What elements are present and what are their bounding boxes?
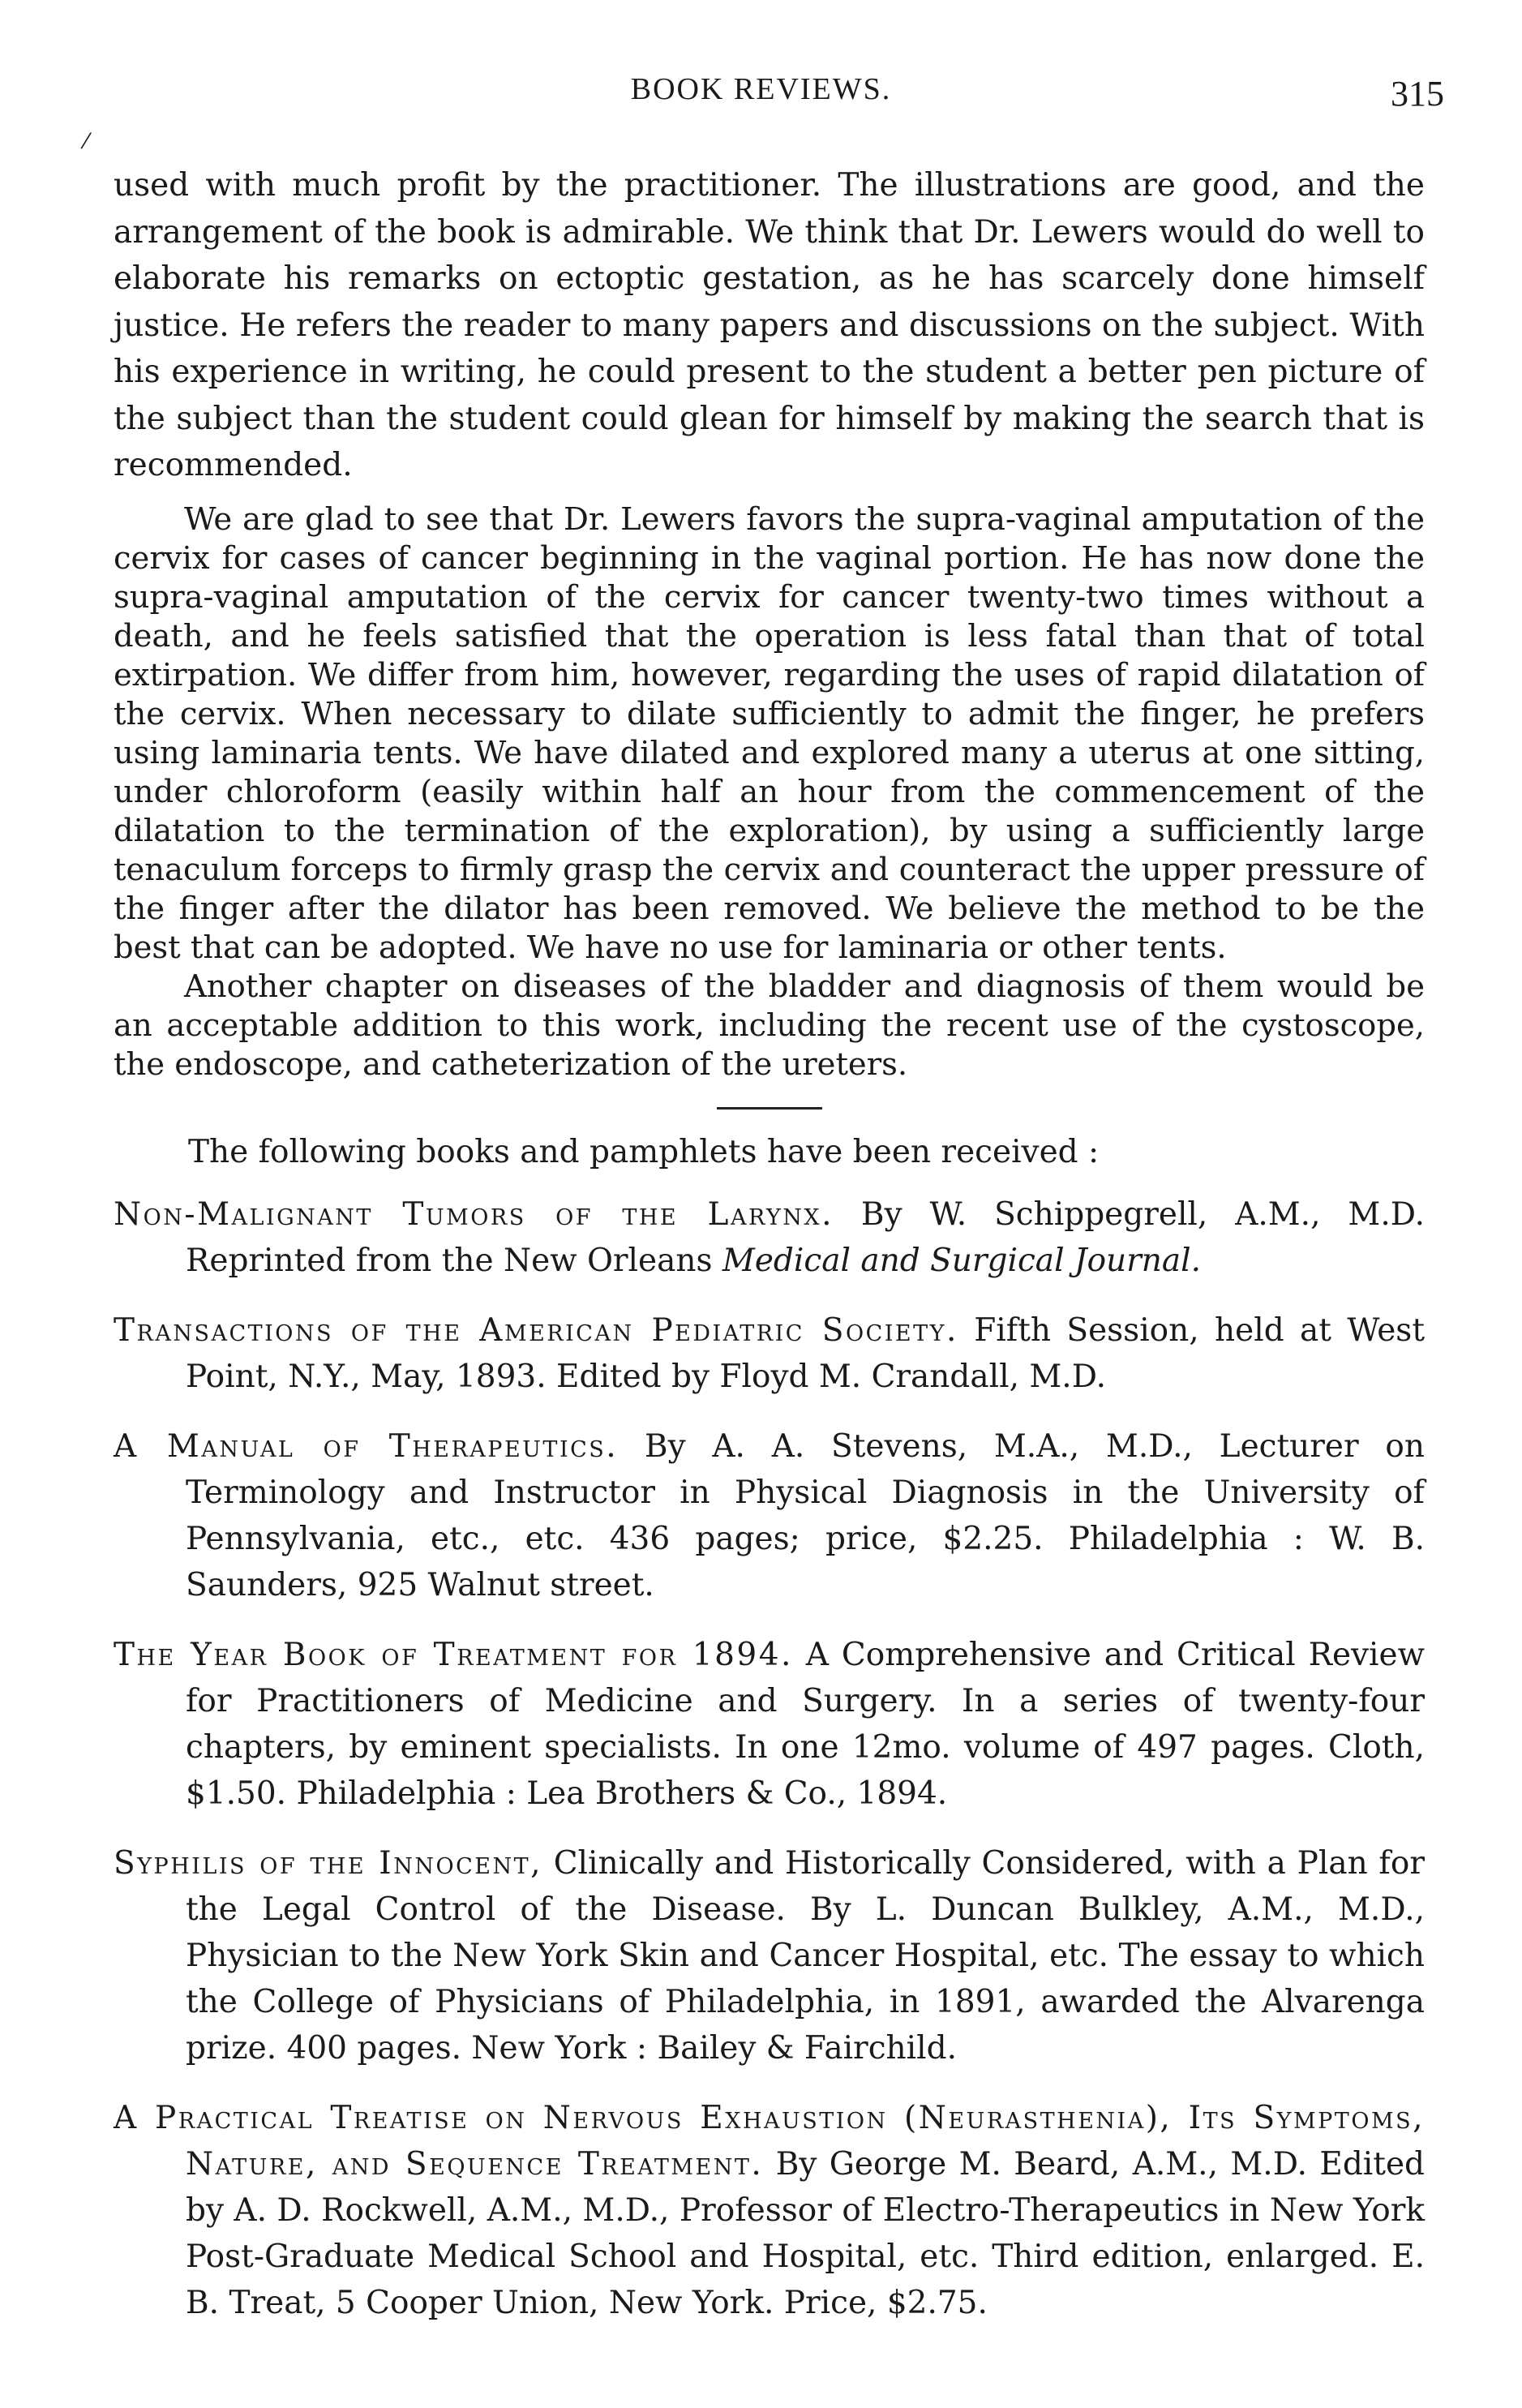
book-details: Fifth Session, held at West Point, N.Y., May, 1893. Edited by Floyd M. Crandall, M.D. — [186, 1312, 1425, 1395]
stray-ink-mark: ⁄ — [84, 130, 88, 154]
book-entry — [114, 1632, 1425, 1817]
book-title: The Year Book of Treatment for 1894. — [114, 1637, 793, 1673]
running-head: BOOK REVIEWS. — [630, 72, 892, 106]
book-details: A Comprehensive and Critical Review for Practitioners of Medicine and Surgery. In a series of twenty-four chapters, by eminent specialists. In one 12mo. volume of 497 pages. Cloth, $1.50. Philadelphia : Lea Brothers & Co., 1894. — [186, 1637, 1425, 1812]
book-entry — [114, 1423, 1425, 1608]
section-divider — [717, 1107, 822, 1110]
received-books-list — [114, 1191, 1425, 2326]
page-number: 315 — [1391, 74, 1444, 114]
book-title: Non-Malignant Tumors of the Larynx. — [114, 1196, 834, 1233]
review-paragraph: used with much profit by the practitioner. The illustrations are good, and the arrangement of the book is admirable. We think that Dr. Lewers would do well to elaborate his remarks on ectoptic gestation, as he has scarcely done himself justice. He refers the reader to many papers and discussions on the subject. With his experience in writing, he could present to the student a better pen picture of the subject than the student could glean for himself by making the search that is recommended. — [114, 167, 1425, 483]
review-paragraph: Another chapter on diseases of the bladder and diagnosis of them would be an acceptable addition to this work, including the recent use of the cystoscope, the endoscope, and catheterization of the ureters. — [114, 968, 1425, 1083]
book-entry — [114, 2095, 1425, 2326]
book-details: By A. A. Stevens, M.A., M.D., Lecturer on Terminology and Instructor in Physical Diagnosis in the University of Pennsylvania, etc., etc. 436 pages; price, $2.25. Philadelphia : W. B. Saunders, 925 Walnut street. — [186, 1428, 1426, 1603]
book-details: By W. Schippegrell, A.M., M.D. Reprinted from the New Orleans — [186, 1196, 1425, 1279]
book-title: Transactions of the American Pediatric Society. — [114, 1312, 958, 1349]
journal-title: Medical and Surgical Journal. — [722, 1243, 1202, 1279]
received-intro: The following books and pamphlets have been received : — [188, 1133, 1100, 1170]
book-details: By George M. Beard, A.M., M.D. Edited by A. D. Rockwell, A.M., M.D., Professor of Electro-Therapeutics in New York Post-Graduate Medical School and Hospital, etc. Third edition, enlarged. E. B. Treat, 5 Cooper Union, New York. Price, $2.75. — [186, 2146, 1425, 2321]
book-title: A Practical Treatise on Nervous Exhaustion (Neurasthenia), Its Symptoms, Nature, and Sequence Treatment. — [114, 2100, 1425, 2183]
page-body — [114, 162, 1425, 2350]
book-entry — [114, 1840, 1425, 2071]
book-entry — [114, 1307, 1425, 1400]
book-details: Clinically and Historically Considered, with a Plan for the Legal Control of the Disease. By L. Duncan Bulkley, A.M., M.D., Physician to the New York Skin and Cancer Hospital, etc. The essay to which the College of Physicians of Philadelphia, in 1891, awarded the Alvarenga prize. 400 pages. New York : Bailey & Fairchild. — [186, 1845, 1425, 2067]
book-title: Syphilis of the Innocent, — [114, 1845, 542, 1882]
book-entry — [114, 1191, 1425, 1284]
review-paragraph: We are glad to see that Dr. Lewers favors the supra-vaginal amputation of the cervix for cases of cancer beginning in the vaginal portion. He has now done the supra-vaginal amputation of the cervix for cancer twenty-two times without a death, and he feels satisfied that the operation is less fatal than that of total extirpation. We differ from him, however, regarding the uses of rapid dilatation of the cervix. When necessary to dilate sufficiently to admit the finger, he prefers using laminaria tents. We have dilated and explored many a uterus at one sitting, under chloroform (easily within half an hour from the commencement of the dilatation to the termination of the exploration), by using a sufficiently large tenaculum forceps to firmly grasp the cervix and counteract the upper pressure of the finger after the dilator has been removed. We believe the method to be the best that can be adopted. We have no use for laminaria or other tents. — [114, 500, 1425, 966]
book-title: A Manual of Therapeutics. — [114, 1428, 619, 1465]
